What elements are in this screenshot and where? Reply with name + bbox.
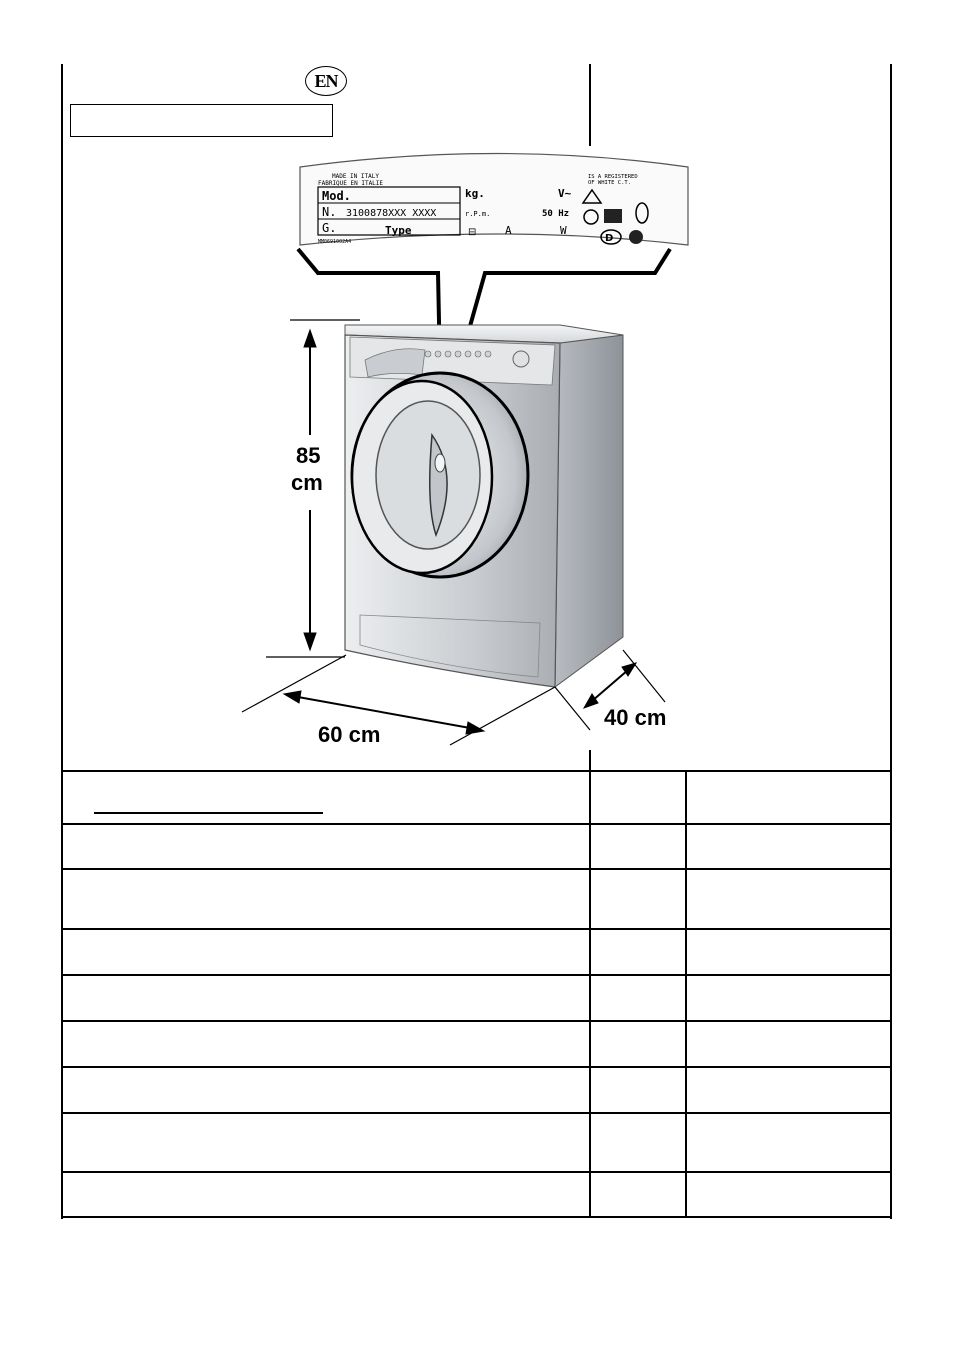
- table-row-line: [61, 928, 892, 930]
- height-value-label: 85: [296, 443, 321, 468]
- program-dial: [513, 351, 529, 367]
- table-top-border: [61, 770, 892, 772]
- machine-side: [555, 335, 623, 687]
- plate-registered-2: OF WHITE C.T.: [588, 180, 632, 186]
- plate-code: MM0691002A4: [318, 239, 352, 245]
- plate-registered-1: IS A REGISTERED: [588, 174, 638, 180]
- table-row-line: [61, 1020, 892, 1022]
- washing-machine: [345, 325, 623, 687]
- plate-mod: Mod.: [322, 189, 351, 203]
- frame-right-border: [890, 64, 892, 1219]
- weee-bin-icon: [604, 209, 622, 223]
- header-divider: [589, 64, 591, 146]
- plate-g: G.: [322, 221, 337, 235]
- frame-left-border: [61, 64, 63, 1219]
- language-badge: EN: [305, 66, 347, 96]
- plate-kg: kg.: [465, 187, 485, 200]
- rating-plate: [300, 154, 688, 246]
- title-box: [70, 104, 333, 137]
- plate-fabrique: FABRIQUE EN ITALIE: [318, 180, 384, 187]
- plate-rpm: r.P.m.: [465, 210, 491, 218]
- width-label: 60 cm: [318, 722, 381, 747]
- plate-v: V~: [558, 187, 572, 200]
- plate-a: A: [505, 224, 512, 237]
- table-row-line: [61, 1066, 892, 1068]
- washing-machine-illustration: [200, 145, 700, 755]
- table-row-line: [61, 868, 892, 870]
- svg-text:D: D: [605, 233, 614, 244]
- depth-label: 40 cm: [604, 705, 667, 730]
- table-column-divider-1: [589, 750, 591, 1218]
- table-bottom-border: [61, 1216, 892, 1218]
- plate-n: N.: [322, 205, 337, 219]
- table-column-divider-2: [685, 771, 687, 1218]
- table-row-line: [61, 1112, 892, 1114]
- table-row-line: [61, 1171, 892, 1173]
- plate-n-value: 3100878XXX XXXX: [346, 208, 437, 219]
- plate-type: Type: [385, 224, 412, 237]
- heading-underline: [94, 812, 323, 814]
- plate-hz: 50 Hz: [542, 209, 570, 219]
- plate-w: W: [560, 224, 567, 237]
- plate-made-in: MADE IN ITALY: [332, 173, 379, 180]
- table-row-line: [61, 823, 892, 825]
- plate-fuse-icon: ⊟: [468, 227, 477, 238]
- door-glass: [376, 401, 480, 549]
- height-unit-label: cm: [291, 470, 323, 495]
- safety-mark-icon: [629, 230, 643, 244]
- table-row-line: [61, 974, 892, 976]
